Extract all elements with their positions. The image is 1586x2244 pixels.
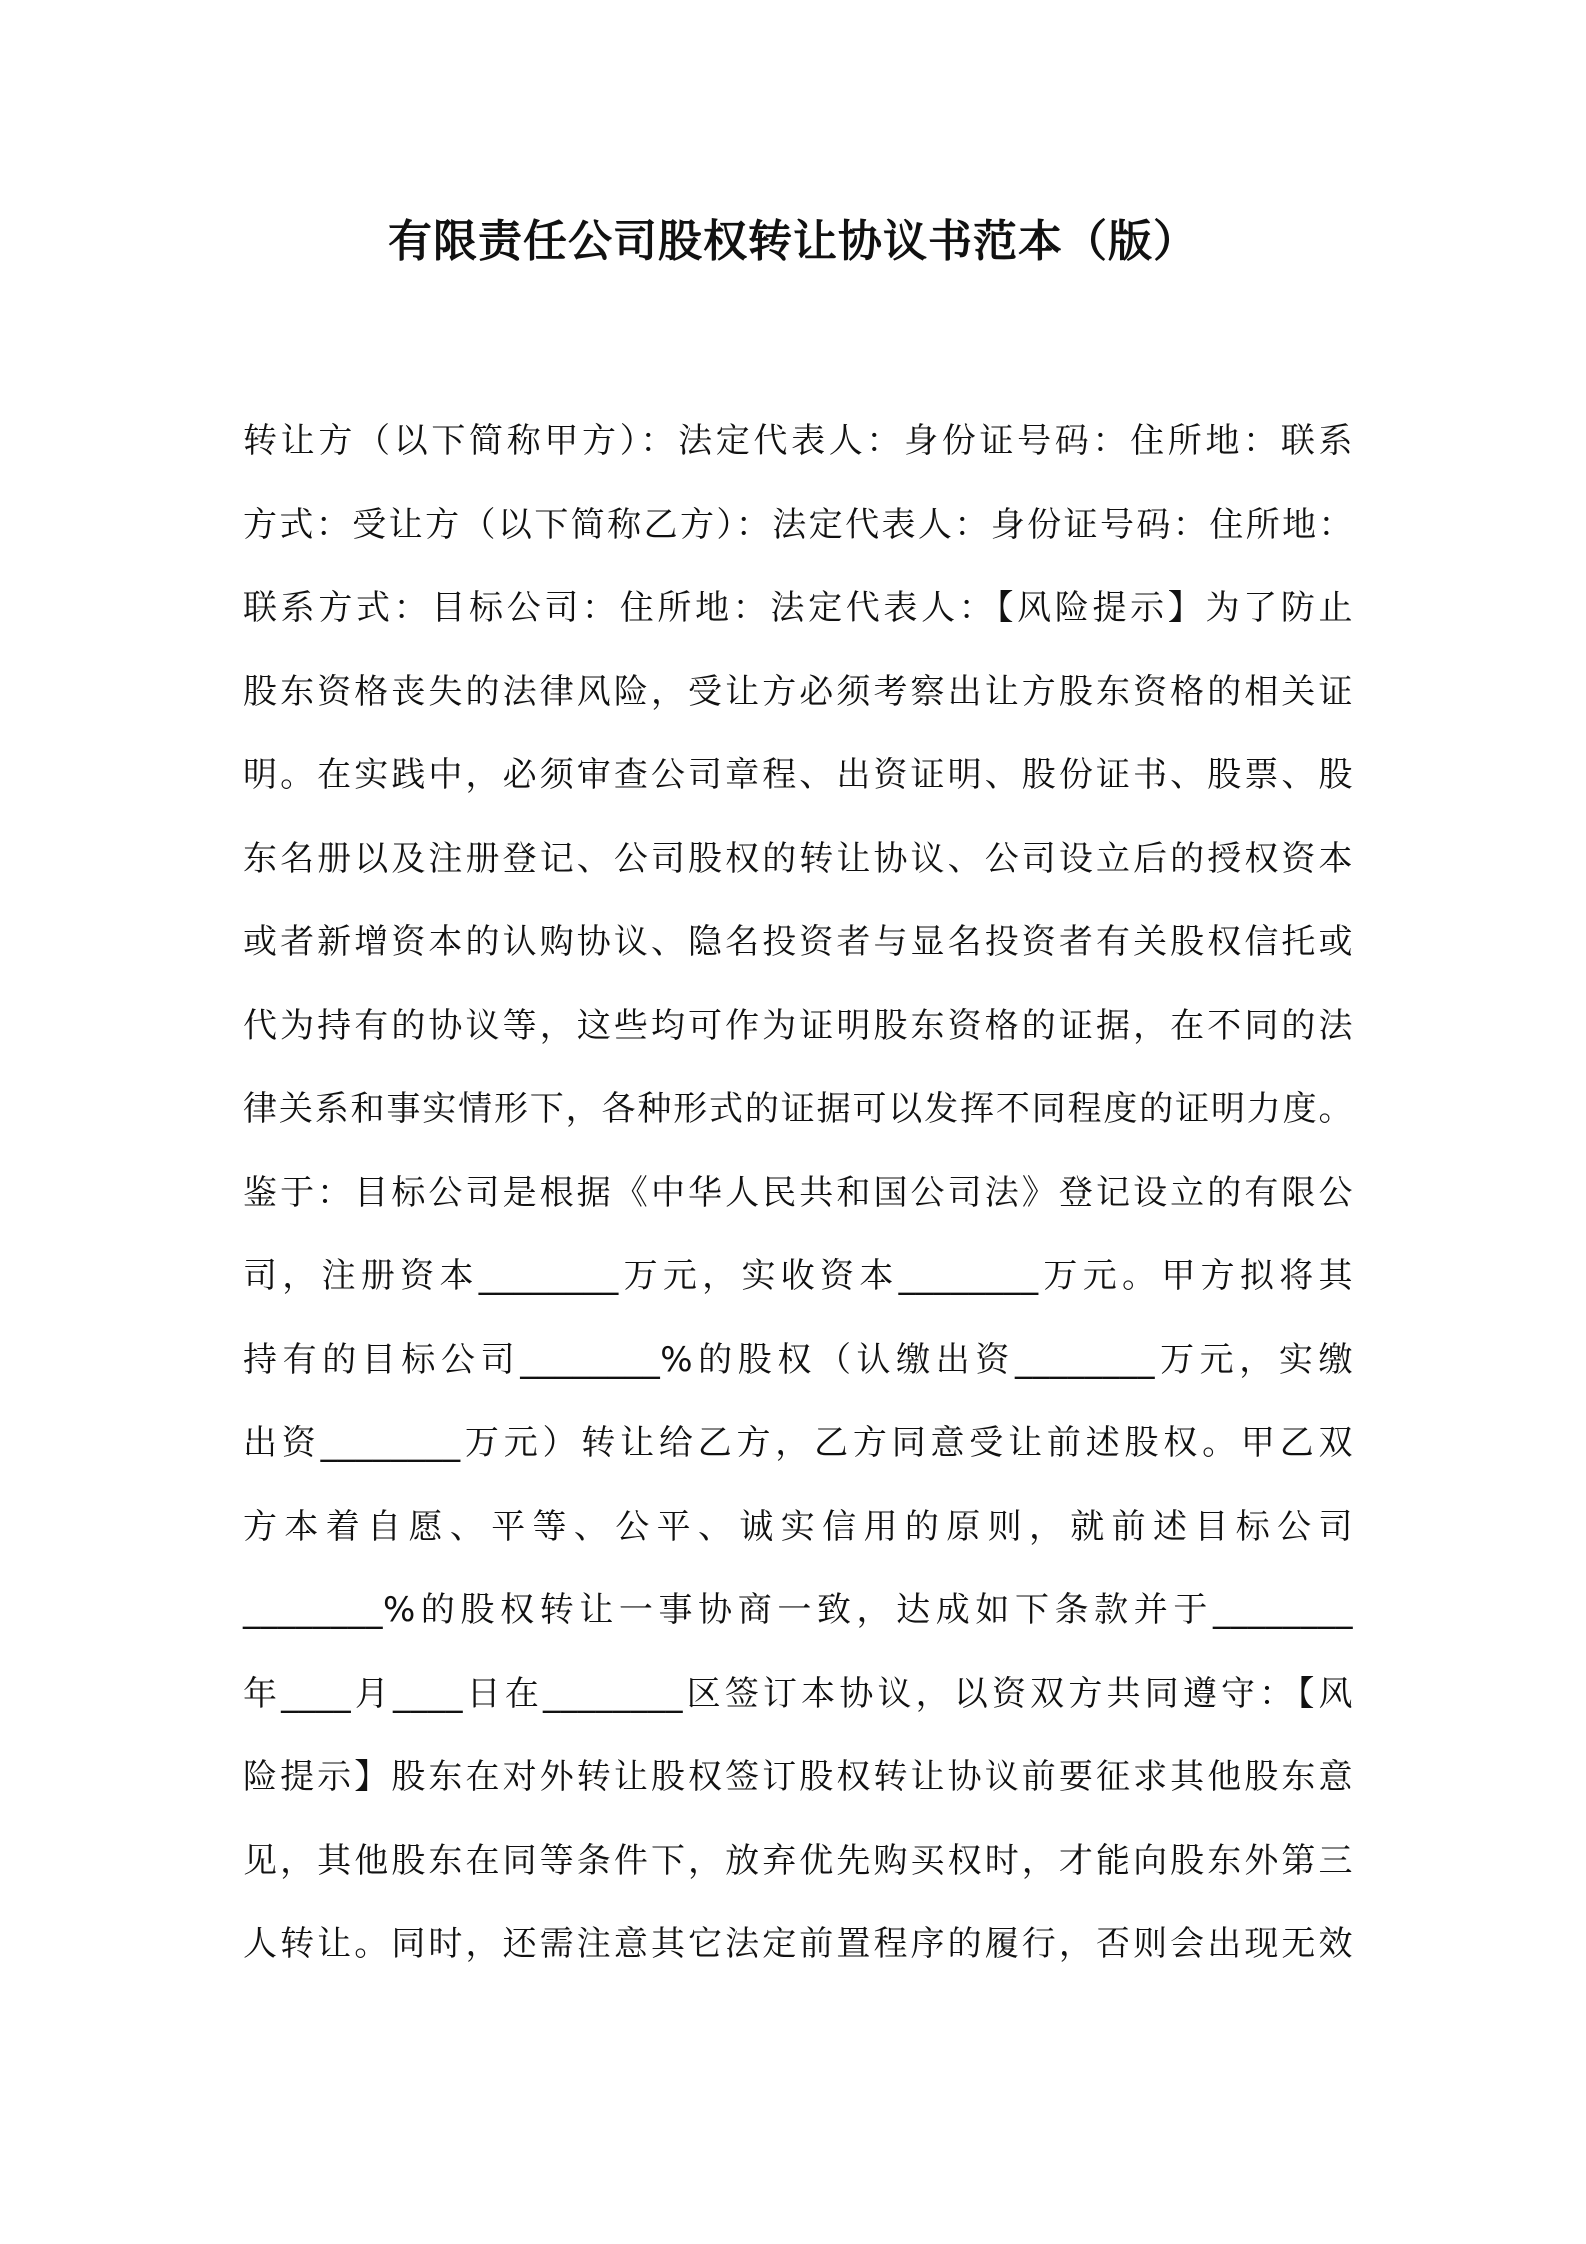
body-line: 年____月____日在________区签订本协议，以资双方共同遵守：【风 [243, 1673, 1353, 1714]
body-line: 方式：受让方（以下简称乙方）：法定代表人：身份证号码：住所地： [243, 504, 1353, 545]
body-line: 出资________万元）转让给乙方，乙方同意受让前述股权。甲乙双 [243, 1423, 1353, 1463]
body-line: 鉴于：目标公司是根据《中华人民共和国公司法》登记设立的有限公 [243, 1172, 1353, 1213]
body-line: 明。在实践中，必须审查公司章程、出资证明、股份证书、股票、股 [243, 755, 1353, 795]
body-line: 转让方（以下简称甲方）：法定代表人：身份证号码：住所地：联系 [243, 421, 1353, 461]
body-line: 持有的目标公司________%的股权（认缴出资________万元，实缴 [243, 1339, 1353, 1380]
body-line: ________%的股权转让一事协商一致，达成如下条款并于________ [243, 1590, 1353, 1630]
document-title: 有限责任公司股权转让协议书范本（版） [388, 216, 1198, 267]
body-line: 股东资格丧失的法律风险，受让方必须考察出让方股东资格的相关证 [243, 671, 1353, 712]
body-line: 人转让。同时，还需注意其它法定前置程序的履行，否则会出现无效 [243, 1924, 1353, 1964]
body-line: 东名册以及注册登记、公司股权的转让协议、公司设立后的授权资本 [243, 838, 1353, 879]
body-line: 见，其他股东在同等条件下，放弃优先购买权时，才能向股东外第三 [243, 1840, 1353, 1881]
body-line: 代为持有的协议等，这些均可作为证明股东资格的证据，在不同的法 [243, 1005, 1353, 1046]
body-line: 联系方式：目标公司：住所地：法定代表人：【风险提示】为了防止 [243, 588, 1353, 628]
body-line: 律关系和事实情形下，各种形式的证据可以发挥不同程度的证明力度。 [243, 1089, 1353, 1129]
body-line: 险提示】股东在对外转让股权签订股权转让协议前要征求其他股东意 [243, 1757, 1353, 1797]
document-body [243, 400, 1353, 1987]
body-line: 或者新增资本的认购协议、隐名投资者与显名投资者有关股权信托或 [243, 922, 1353, 962]
body-line: 司，注册资本________万元，实收资本________万元。甲方拟将其 [243, 1256, 1353, 1296]
body-line: 方本着自愿、平等、公平、诚实信用的原则，就前述目标公司 [243, 1506, 1353, 1547]
